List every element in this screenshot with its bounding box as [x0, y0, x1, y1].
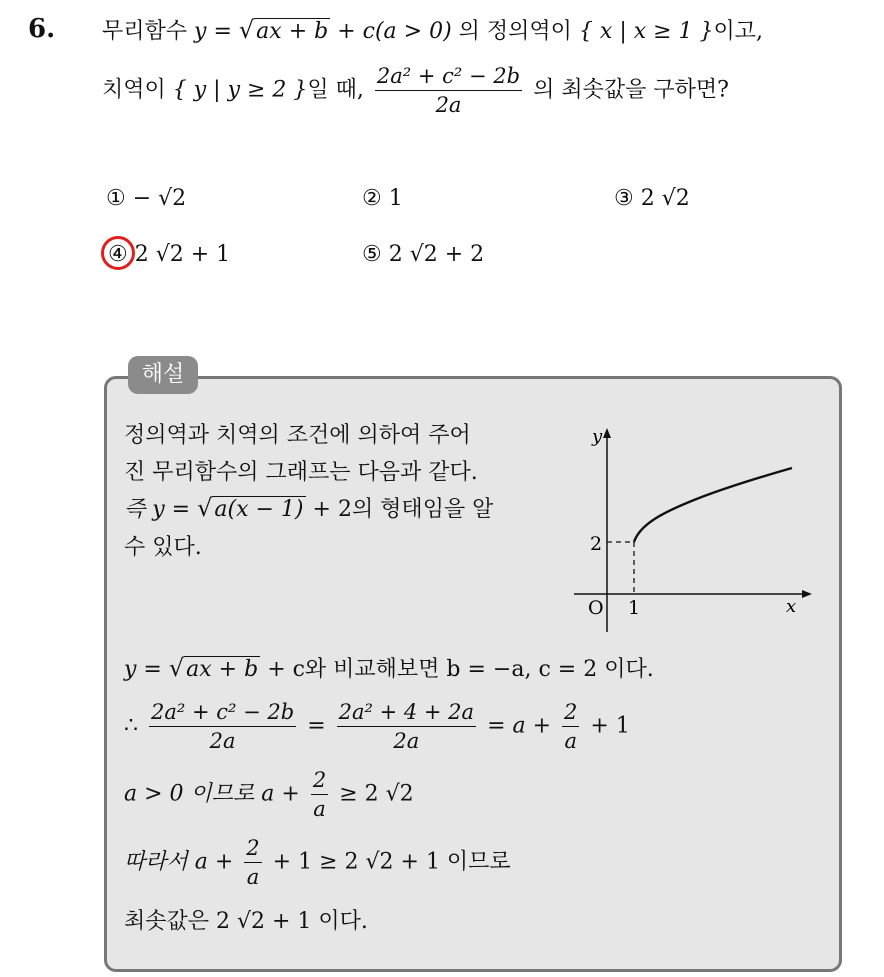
solution-sqrt: √a(x − 1): [197, 494, 304, 522]
q-func-lhs: y =: [194, 19, 232, 44]
choice-1[interactable]: ① − √2: [106, 186, 187, 211]
fraction: $\frac{2}{a}$: [246, 836, 260, 889]
q-sqrt: √ax + b: [238, 16, 329, 44]
solution-para-3: 즉 y = √a(x − 1) + 2의 형태임을 알: [124, 494, 494, 522]
y-axis-arrow: [603, 428, 611, 438]
x-axis-arrow: [802, 590, 812, 598]
q-text: 이고,: [713, 19, 764, 44]
solution-para-2: 진 무리함수의 그래프는 다음과 같다.: [124, 460, 478, 485]
sqrt-curve: [634, 468, 792, 542]
fraction: $\frac{\text{2a² + 4 + 2a}}{2a}$: [338, 700, 475, 753]
q-func-rest: + c(a > 0): [337, 19, 452, 44]
fraction: $\frac{\text{2a² + c² − 2b}}{2a}$: [151, 700, 295, 753]
q-text: 일 때,: [307, 77, 364, 103]
question-line-1: [102, 14, 763, 45]
choice-5[interactable]: ⑤ 2 √2 + 2: [362, 242, 485, 267]
function-graph: [564, 420, 824, 640]
y-tick-label: 2: [590, 533, 603, 555]
q-text: 의 최솟값을 구하면?: [533, 77, 729, 103]
x-axis-label: x: [786, 596, 797, 617]
solution-para-1: 정의역과 치역의 조건에 의하여 주어: [124, 423, 471, 448]
range-set: { y | y ≥ 2 }: [172, 77, 308, 103]
solution-step-4: 따라서 a + $\frac{2}{a}$ + 1 ≥ 2 √2 + 1 이므로: [124, 836, 511, 889]
solution-sqrt: √ax + b: [168, 654, 259, 682]
question-number: 6.: [28, 14, 56, 44]
origin-label: O: [588, 597, 604, 619]
domain-set: { x | x ≥ 1 }: [578, 19, 714, 44]
choice-3[interactable]: ③ 2 √2: [614, 186, 690, 211]
question-line-2: [102, 64, 729, 117]
fraction: $\frac{2}{a}$: [312, 768, 327, 821]
solution-para-4: 수 있다.: [124, 535, 202, 560]
choice-2[interactable]: ② 1: [362, 186, 403, 211]
fraction: $\frac{2}{a}$: [564, 700, 578, 753]
q-text: 무리함수: [102, 19, 188, 44]
solution-step-3: a > 0 이므로 a + $\frac{2}{a}$ ≥ 2 √2: [124, 768, 414, 821]
q-text: 치역이: [102, 77, 166, 103]
y-axis-label: y: [592, 426, 603, 447]
q-text: 의 정의역이: [458, 19, 572, 44]
solution-step-5: 최솟값은 2 √2 + 1 이다.: [124, 909, 368, 934]
solution-step-2: ∴ $\frac{\text{2a² + c² − 2b}}{2a}$ = $\frac{\text{2a² + 4 + 2a}}{2a}$ = a + $\frac{2}{a}$ + 1: [124, 700, 630, 753]
solution-tag: 해설: [128, 356, 198, 394]
choice-4[interactable]: ④ 2 √2 + 1: [108, 242, 231, 267]
q-expression-fraction: $\frac{\text{2a² + c² − 2b}}{2a}$: [376, 64, 521, 117]
solution-step-1: y = √ax + b + c와 비교해보면 b = −a, c = 2 이다.: [124, 654, 654, 682]
x-tick-label: 1: [628, 597, 641, 619]
